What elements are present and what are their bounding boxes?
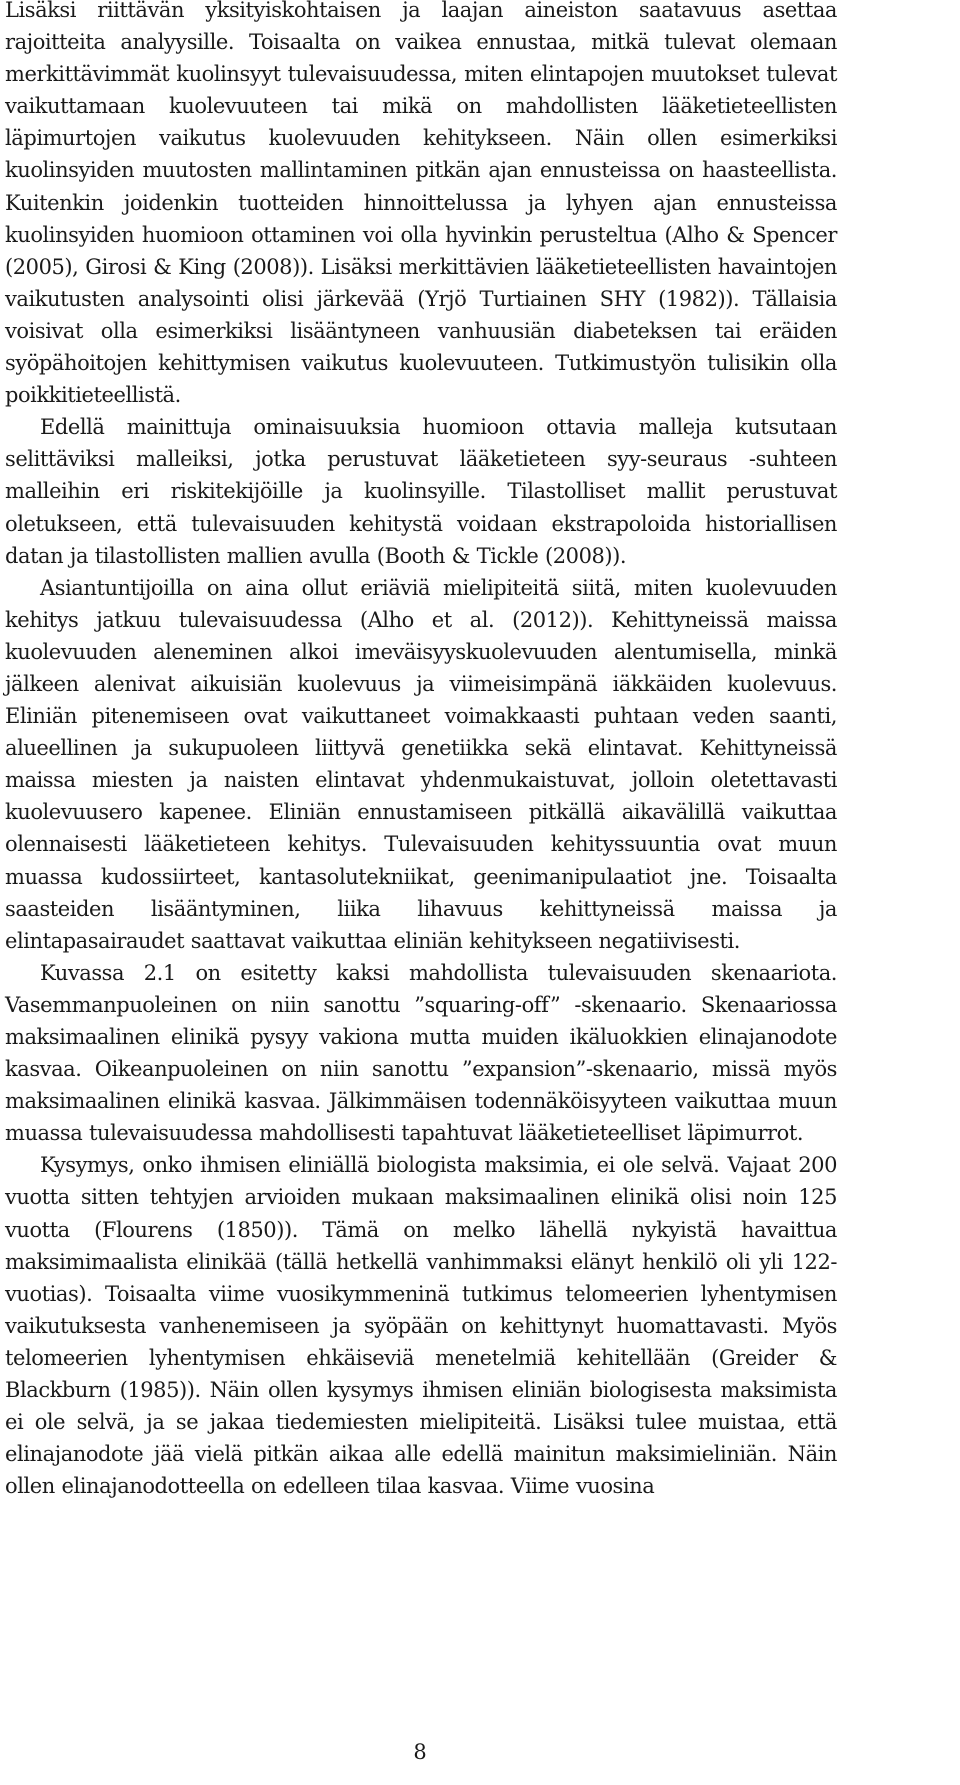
paragraph-4: Kuvassa 2.1 on esitetty kaksi mahdollista tulevaisuuden skenaariota. Vasemmanpuoleinen on niin sanottu ”squaring-off” -skenaario. Skenaariossa maksimaalinen elinikä pysyy vakiona mutta muiden ikäluokkien elinajanodote kasvaa. Oikeanpuoleinen on niin sanottu ”expansion”-skenaario, missä myös maksimaalinen elinikä kasvaa. Jälkimmäisen todennäköisyyteen vaikuttaa muun muassa tulevaisuudessa mahdollisesti tapahtuvat lääketieteelliset läpimurrot. xyxy=(5,960,837,1146)
body-text xyxy=(5,0,837,1502)
paragraph-1: Lisäksi riittävän yksityiskohtaisen ja laajan aineiston saatavuus asettaa rajoitteita analyysille. Toisaalta on vaikea ennustaa, mitkä tulevat olemaan merkittävimmät kuolinsyyt tulevaisuudessa, miten elintapojen muutokset tulevat vaikuttamaan kuolevuuteen tai mikä on mahdollisten lääketieteellisten läpimurtojen vaikutus kuolevuuden kehitykseen. Näin ollen esimerkiksi kuolinsyiden muutosten mallintaminen pitkän ajan ennusteissa on haasteellista. Kuitenkin joidenkin tuotteiden hinnoittelussa ja lyhyen ajan ennusteissa kuolinsyiden huomioon ottaminen voi olla hyvinkin perusteltua (Alho & Spencer (2005), Girosi & King (2008)). Lisäksi merkittävien lääketieteellisten havaintojen vaikutusten analysointi olisi järkevää (Yrjö Turtiainen SHY (1982)). Tällaisia voisivat olla esimerkiksi lisääntyneen vanhuusiän diabeteksen tai eräiden syöpähoitojen kehittymisen vaikutus kuolevuuteen. Tutkimustyön tulisikin olla poikkitieteellistä. xyxy=(5,0,837,408)
paragraph-2: Edellä mainittuja ominaisuuksia huomioon ottavia malleja kutsutaan selittäviksi malleiksi, jotka perustuvat lääketieteen syy-seuraus -suhteen malleihin eri riskitekijöille ja kuolinsyille. Tilastolliset mallit perustuvat oletukseen, että tulevaisuuden kehitystä voidaan ekstrapoloida historiallisen datan ja tilastollisten mallien avulla (Booth & Tickle (2008)). xyxy=(5,415,837,568)
page-number: 8 xyxy=(413,1740,427,1764)
paragraph-3: Asiantuntijoilla on aina ollut eriäviä mielipiteitä siitä, miten kuolevuuden kehitys jatkuu tulevaisuudessa (Alho et al. (2012)). Kehittyneissä maissa kuolevuuden aleneminen alkoi imeväisyyskuolevuuden alentumisella, minkä jälkeen alenivat aikuisiän kuolevuus ja viimeisimpänä iäkkäiden kuolevuus. Eliniän pitenemiseen ovat vaikuttaneet voimakkaasti puhtaan veden saanti, alueellinen ja sukupuoleen liittyvä genetiikka sekä elintavat. Kehittyneissä maissa miesten ja naisten elintavat yhdenmukaistuvat, jolloin oletettavasti kuolevuusero kapenee. Eliniän ennustamiseen pitkällä aikavälillä vaikuttaa olennaisesti lääketieteen kehitys. Tulevaisuuden kehityssuuntia ovat muun muassa kudossiirteet, kantasolutekniikat, geenimanipulaatiot jne. Toisaalta saasteiden lisääntyminen, liika lihavuus kehittyneissä maissa ja elintapasairaudet saattavat vaikuttaa eliniän kehitykseen negatiivisesti. xyxy=(5,575,837,953)
paragraph-5: Kysymys, onko ihmisen eliniällä biologista maksimia, ei ole selvä. Vajaat 200 vuotta sitten tehtyjen arvioiden mukaan maksimaalinen elinikä olisi noin 125 vuotta (Flourens (1850)). Tämä on melko lähellä nykyistä havaittua maksimimaalista elinikää (tällä hetkellä vanhimmaksi elänyt henkilö oli yli 122-vuotias). Toisaalta viime vuosikymmeninä tutkimus telomeerien lyhentymisen vaikutuksesta vanhenemiseen ja syöpään on kehittynyt huomattavasti. Myös telomeerien lyhentymisen ehkäiseviä menetelmiä kehitellään (Greider & Blackburn (1985)). Näin ollen kysymys ihmisen eliniän biologisesta maksimista ei ole selvä, ja se jakaa tiedemiesten mielipiteitä. Lisäksi tulee muistaa, että elinajanodote jää vielä pitkän aikaa alle edellä mainitun maksimieliniän. Näin ollen elinajanodotteella on edelleen tilaa kasvaa. Viime vuosina xyxy=(5,1153,837,1499)
